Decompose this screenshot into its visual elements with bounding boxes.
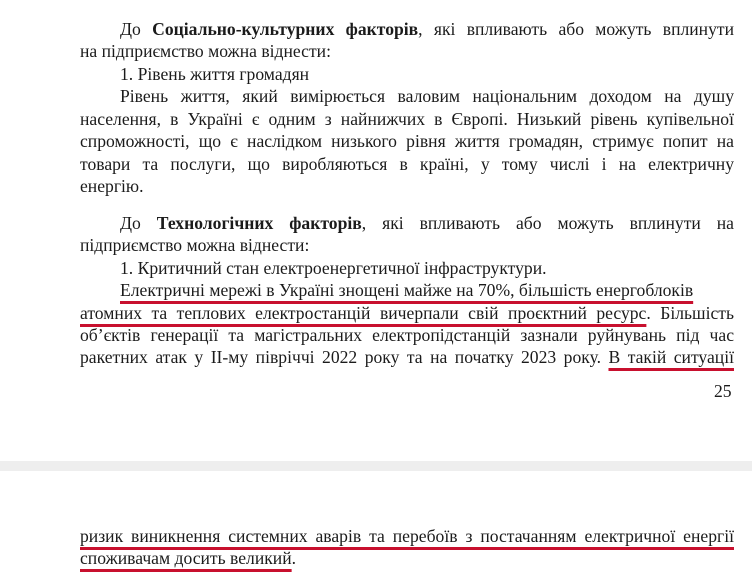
intro-text: До — [120, 19, 153, 39]
social-item-1: 1. Рівень життя громадян — [120, 64, 310, 84]
highlighted-text: В такій ситуації — [608, 347, 734, 367]
highlighted-text: Електричні мережі в Україні знощені майже на 70%, більшість енергоблоків — [120, 280, 694, 300]
tech-line1 — [120, 279, 693, 301]
tech-item-1: 1. Критичний стан електроенергетичної інфраструктури. — [120, 258, 547, 278]
intro-text: , які впливають або можуть вплинути — [418, 19, 734, 39]
intro-text: До — [120, 213, 157, 233]
social-paragraph-line1: Рівень життя, який вимірюється валовим національним доходом на душу — [120, 86, 734, 106]
page-number: 25 — [714, 381, 732, 401]
social-paragraph-line5: енергію. — [80, 176, 144, 196]
highlighted-text: атомних та теплових електростанцій вичерпали свій проєктний ресурс — [80, 303, 647, 323]
tech-intro-line1 — [120, 212, 734, 234]
page-separator — [0, 461, 752, 471]
plain-text: . — [291, 548, 297, 568]
tech-line4 — [80, 346, 734, 368]
next-page — [0, 471, 752, 578]
tech-line2 — [80, 302, 734, 324]
social-factors-heading: Соціально-культурних факторів — [152, 19, 419, 39]
social-intro-line2: на підприємство можна віднести: — [80, 41, 331, 61]
tech-intro-line2: підприємство можна віднести: — [80, 235, 310, 255]
continuation-line1 — [80, 525, 734, 547]
intro-text: , які впливають або можуть вплинути на — [361, 213, 734, 233]
highlighted-text: споживачам досить великий — [80, 548, 292, 568]
plain-text: . Більшість — [646, 303, 734, 323]
continuation-line2 — [80, 547, 296, 569]
social-paragraph-line2: населення, в Україні є одним з найнижчих в Європі. Низький рівень купівельної — [80, 109, 734, 129]
social-paragraph-line3: спроможності, що є наслідком низького рівня життя громадян, стримує попит на — [80, 131, 734, 151]
social-paragraph-line4: товари та послуги, що виробляються в країні, у тому числі і на електричну — [80, 154, 734, 174]
social-intro-line1 — [120, 18, 734, 40]
tech-line3: об’єктів генерації та магістральних електропідстанцій зазнали руйнувань під час — [80, 325, 734, 345]
tech-factors-heading: Технологічних факторів — [156, 213, 362, 233]
plain-text: ракетних атак у ІІ-му півріччі 2022 року та на початку 2023 року. — [80, 347, 609, 367]
highlighted-text: ризик виникнення системних аварів та перебоїв з постачанням електричної енергії — [80, 526, 734, 546]
